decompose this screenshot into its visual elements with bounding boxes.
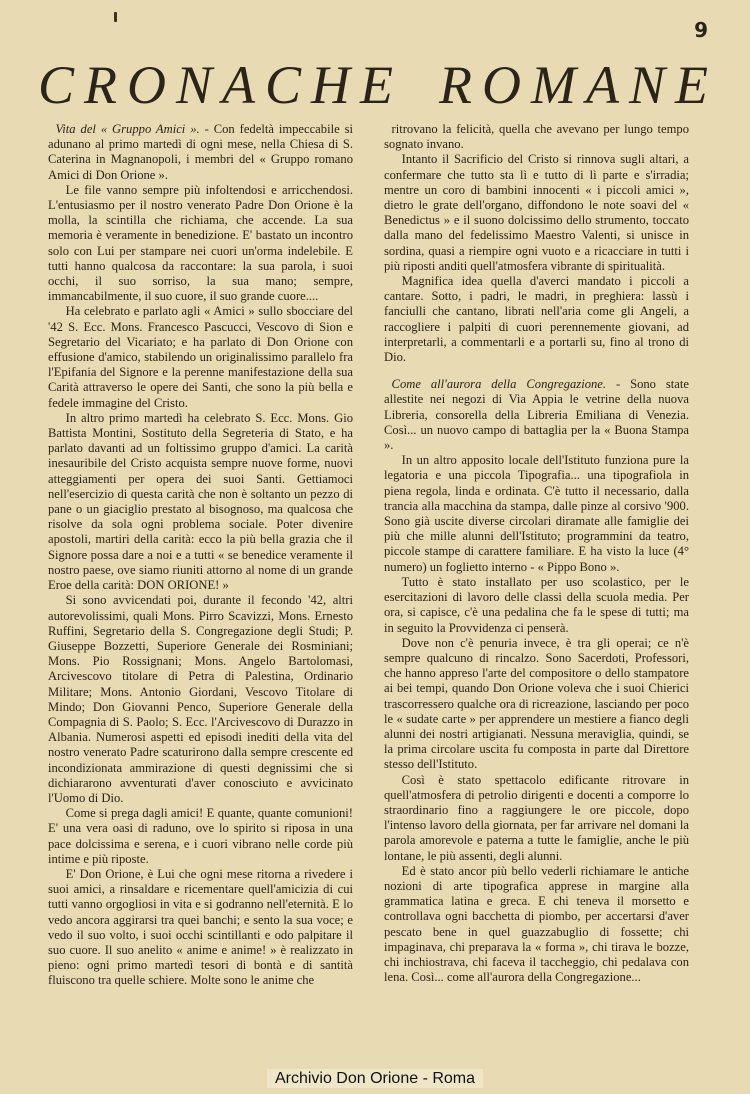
paragraph (48, 122, 353, 183)
paragraph (384, 377, 689, 453)
ink-mark (114, 12, 117, 22)
section-title-word-2: ROMANE (439, 55, 718, 115)
paragraph: Ed è stato ancor più bello vederli richiamare le antiche nozioni di arte tipografica apprese in margine alla grammatica latina e greca. E chi teneva il morsetto e controllava ogni bacchetta di piombo, per accertarsi d'aver pescato bene in quel guazzabuglio di fossette; chi impaginava, chi preparava la « forma », chi tirava le bozze, chi inchiostrava, chi faceva il taccheggio, chi pedalava con lena. Così... come all'aurora della Congregazione... (384, 863, 689, 985)
page-number: 9 (694, 18, 708, 42)
paragraph-text: - Con fedeltà impeccabile si adunano al primo martedì di ogni mese, nella Chiesa di S. Caterina in Magnanopoli, i membri del « Gruppo romano Amici di Don Orione ». (48, 122, 353, 182)
section-title (38, 52, 718, 118)
paragraph: In un altro apposito locale dell'Istituto funziona pure la legatoria e una piccola Tipografia... una tipografiola in piena regola, linda e ordinata. C'è tutto il necessario, dalla trancia alla macchina da stampa, dalle pinze al corsivo '900. Sono già uscite diverse circolari diramate alle famiglie dei più che mille alunni dell'Istituto; programmini da teatro, piccole stampe di carattere familiare. E ha visto la luce (4° numero) un foglietto interno - « Pippo Bono ». (384, 453, 689, 574)
archive-footer (0, 1070, 750, 1088)
section-title-word-1: CRONACHE (38, 55, 404, 115)
paragraph: In altro primo martedì ha celebrato S. Ecc. Mons. Gio Battista Montini, Sostituto della Segreteria di Stato, e ha parlato davanti ad un foltissimo gruppo d'amici. La carità inesauribile del Cristo acquista sempre nuove forme, nuovi atteggiamenti per opera dei suoi Santi. Gettiamoci nell'esercizio di questa carità che non è soltanto un pezzo di pane o un giaciglio prestato al bisognoso, ma qualcosa che risolve da sola ogni problema sociale. Poter divenire apostoli, martiri della carità: ecco la più bella grazia che il Signore possa dare a noi e a tutti « se benedice veramente il nostro paese, ove siamo riuniti attorno al nome di un grande Eroe della carità: DON ORIONE! » (48, 410, 353, 593)
paragraph-text: - Sono state allestite nei negozi di Via Appia le vetrine della nuova Libreria, consorella della Libreria Emiliana di Venezia. Così... un nuovo campo di battaglia per la « Buona Stampa ». (384, 377, 689, 453)
paragraph: Magnifica idea quella d'averci mandato i piccoli a cantare. Sotto, i padri, le madri, in preghiera: lassù i fanciulli che cantano, librati nell'aria come gli Angeli, a raccogliere i palpiti di cuori perennemente giovani, ad interpretarli, a commentarli e a portarli su, fino al trono di Dio. (384, 274, 689, 365)
archive-footer-text: Archivio Don Orione - Roma (267, 1069, 483, 1088)
paragraph: Dove non c'è penuria invece, è tra gli operai; ce n'è sempre qualcuno di rincalzo. Sono Sacerdoti, Professori, che hanno appreso l'arte del compositore o dello stampatore ai bei tempi, quando Don Orione voleva che i suoi Chierici trascorressero qualche ora di ricreazione, lasciando per poco le « sudate carte » per apprendere un mestiere a fianco degli alunni dei nostri artigianati. Nessuna meraviglia, quindi, se la prima circolare uscita fu composta in parte dal Direttore stesso dell'Istituto. (384, 635, 689, 772)
paragraph: Così è stato spettacolo edificante ritrovare in quell'atmosfera di petrolio dirigenti e docenti a comporre lo straordinario fino a raggiungere le ore piccole, dopo l'intenso lavoro della giornata, per far arrivare nel domani la parola amorevole e paterna a tutte le famiglie, anche le più lontane, le più assenti, degli alunni. (384, 772, 689, 863)
paragraph: Intanto il Sacrificio del Cristo si rinnova sugli altari, a confermare che tutto sta lì e tutto di lì parte e s'irradia; mentre un coro di bambini innocenti « i piccoli amici », dietro le grate dell'organo, diffondono le note soavi del « Benedictus » e il suono dolcissimo dello strumento, toccato dalla mano del fedelissimo Maestro Valenti, si unisce in sordina, quasi a riempire ogni vuoto e a ricacciare in tutti i più riposti anditi quell'atmosfera vibrante di spiritualità. (384, 152, 689, 273)
paragraph: Come si prega dagli amici! E quante, quante comunioni! E' una vera oasi di raduno, ove lo spirito si riposa in una pace dolcissima e serena, e i cuori vibrano nelle corde più intime e più riposte. (48, 806, 353, 866)
right-column (384, 122, 689, 1062)
paragraph: Si sono avvicendati poi, durante il fecondo '42, altri autorevolissimi, quali Mons. Pirro Scavizzi, Mons. Ernesto Ruffini, Segretario della S. Congregazione degli Studi; P. Giuseppe Bozzetti, Superiore Generale dei Rosminiani; Mons. Pio Rossignani; Mons. Angelo Bartolomasi, Arcivescovo titolare di Petra di Palestina, Ordinario Militare; Mons. Antonio Giordani, Vescovo Titolare di Mindo; Don Giovanni Penco, Superiore Generale della Compagnia di S. Paolo; S. Ecc. l'Arcivescovo di Durazzo in Albania. Numerosi aspetti ed episodi inediti della vita del nostro venerato Padre scaturirono dalla sempre crescente ed incondizionata ammirazione di questi degnissimi che si dichiararono avventurati d'aver conosciuto e avvicinato l'Uomo di Dio. (48, 593, 353, 805)
paragraph: ritrovano la felicità, quella che avevano per lungo tempo sognato invano. (384, 122, 689, 152)
section-heading: Vita del « Gruppo Amici ». (55, 122, 200, 136)
paragraph: E' Don Orione, è Lui che ogni mese ritorna a rivedere i suoi amici, a rinsaldare e ricementare quell'amicizia di cui tutti vanno orgogliosi in vita e si godranno nell'eternità. E lo vedo ancora aggirarsi tra quei banchi; e sento la sua voce; e vedo il suo volto, i suoi occhi scintillanti e odo palpitare il suo cuore. Il suo anelito « anime e anime! » è realizzato in pieno: ogni primo martedì tesori di bontà e di santità fluiscono tra quelle schiere. Molte sono le anime che (48, 866, 353, 988)
paragraph: Tutto è stato installato per uso scolastico, per le esercitazioni di lavoro delle classi della scuola media. Per ora, si capisce, c'è una pedalina che fa le spese di tutti; ma in seguito la Provvidenza ci penserà. (384, 574, 689, 635)
section-heading: Come all'aurora della Congregazione. (391, 377, 607, 392)
paragraph: Ha celebrato e parlato agli « Amici » sullo sbocciare del '42 S. Ecc. Mons. Francesco Pascucci, Vescovo di Sion e Segretario del Vicariato; e ha parlato di Don Orione con effusione d'amico, stabilendo un originalissimo parallelo fra l'Epifania del Signore e la perenne manifestazione della sua Carità attraverso le opere dei Santi, che sono la più bella e fedele immagine del Cristo. (48, 304, 353, 410)
paragraph: Le file vanno sempre più infoltendosi e arricchendosi. L'entusiasmo per il nostro venerato Padre Don Orione è la molla, la scintilla che richiama, che accende. La sua memoria è veramente in benedizione. E' bastato un incontro solo con Lui per stampare nei cuori un'orma indelebile. E tutti hanno qualcosa da raccontare: la sua parola, i suoi occhi, il suo sorriso, la sua mano; sempre, immancabilmente, il suo cuore, il suo grande cuore.... (48, 182, 353, 304)
left-column (48, 122, 353, 1062)
